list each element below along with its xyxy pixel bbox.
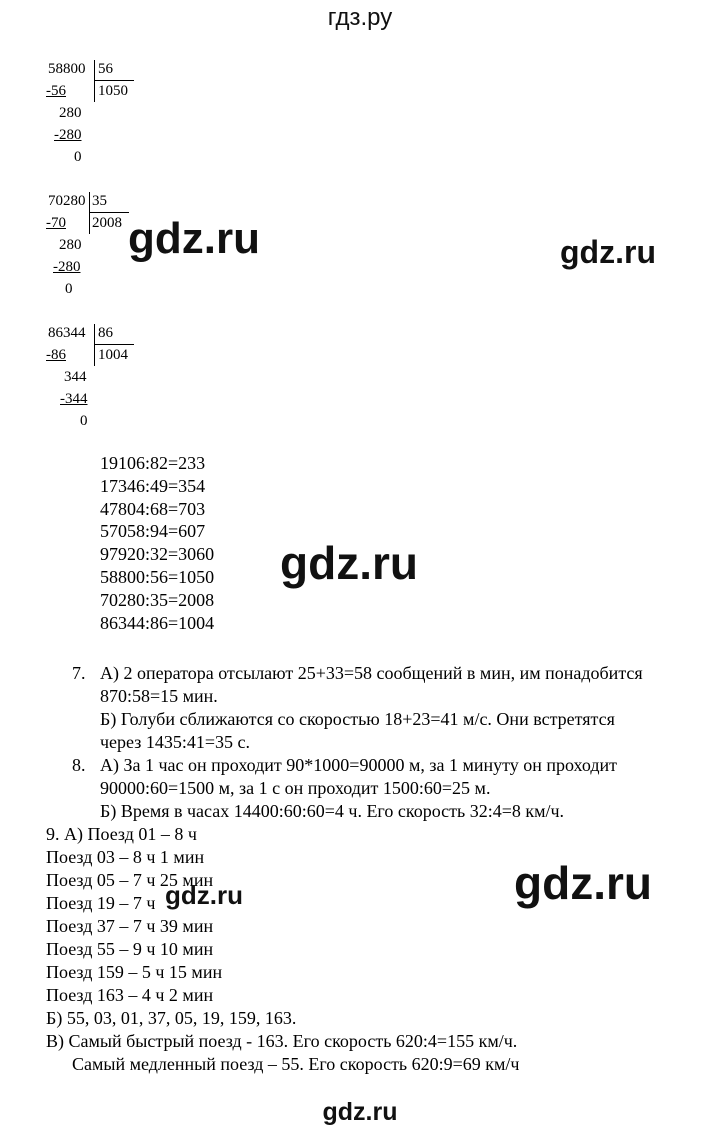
divisor: 56 [98, 61, 113, 77]
task-9-line: Поезд 03 – 8 ч 1 мин [46, 847, 205, 867]
dividend: 58800 [48, 61, 86, 77]
task-9-line: Поезд 37 – 7 ч 39 мин [46, 916, 214, 936]
task-9-line: 9. А) Поезд 01 – 8 ч [46, 824, 197, 844]
watermark: gdz.ru [280, 537, 418, 589]
task-9-line: Поезд 159 – 5 ч 15 мин [46, 962, 223, 982]
divisor: 86 [98, 325, 113, 341]
quotient: 2008 [92, 215, 122, 231]
subtrahend-2: -344 [60, 391, 88, 407]
subtrahend-1: -86 [46, 347, 66, 363]
task-7-a-line-1: А) 2 оператора отсылают 25+33=58 сообщений в мин, им понадобится [100, 663, 643, 683]
watermark: gdz.ru [514, 857, 652, 909]
watermark: gdz.ru [128, 214, 260, 263]
task-9-line: Поезд 163 – 4 ч 2 мин [46, 985, 214, 1005]
page-header: гдз.ру [327, 4, 393, 31]
dividend: 70280 [48, 193, 86, 209]
remainder-1: 280 [59, 237, 82, 253]
task-7-number: 7. [72, 663, 86, 683]
task-8-a-line-1: А) За 1 час он проходит 90*1000=90000 м, за 1 минуту он проходит [100, 755, 617, 775]
quotient-bar [89, 212, 129, 213]
division-bar [94, 60, 95, 102]
equation: 58800:56=1050 [100, 566, 215, 587]
quotient: 1050 [98, 83, 128, 99]
remainder-1: 344 [64, 369, 87, 385]
task-9-line: Поезд 19 – 7 ч [46, 893, 156, 913]
task-9-line: В) Самый быстрый поезд - 163. Его скорость 620:4=155 км/ч. [46, 1031, 518, 1051]
subtrahend-1: -70 [46, 215, 66, 231]
quotient-bar [94, 80, 134, 81]
equation: 17346:49=354 [100, 475, 206, 496]
remainder-2: 0 [80, 413, 88, 429]
quotient-bar [94, 344, 134, 345]
task-9-line: Поезд 05 – 7 ч 25 мин [46, 870, 214, 890]
remainder-1: 280 [59, 105, 82, 121]
equation: 86344:86=1004 [100, 612, 215, 633]
watermark: gdz.ru [560, 234, 656, 270]
divisor: 35 [92, 193, 107, 209]
task-7-b-line-2: через 1435:41=35 с. [100, 732, 251, 752]
division-bar [89, 192, 90, 234]
page-footer: gdz.ru [322, 1098, 398, 1126]
task-9-line: Б) 55, 03, 01, 37, 05, 19, 159, 163. [46, 1008, 297, 1028]
equation: 97920:32=3060 [100, 544, 215, 565]
task-7-a-line-2: 870:58=15 мин. [100, 686, 218, 706]
equation: 19106:82=233 [100, 453, 206, 473]
long-division-1 [48, 58, 148, 168]
subtrahend-2: -280 [54, 127, 82, 143]
remainder-2: 0 [65, 281, 73, 297]
division-bar [94, 324, 95, 366]
task-9-line: Самый медленный поезд – 55. Его скорость 620:9=69 км/ч [72, 1054, 520, 1074]
equation: 47804:68=703 [100, 498, 206, 519]
task-9-line: Поезд 55 – 9 ч 10 мин [46, 939, 214, 959]
task-7-b-line-1: Б) Голуби сближаются со скоростью 18+23=41 м/с. Они встретятся [100, 709, 615, 729]
quotient: 1004 [98, 347, 128, 363]
equation: 70280:35=2008 [100, 589, 215, 610]
task-8-a-line-2: 90000:60=1500 м, за 1 с он проходит 1500:60=25 м. [100, 778, 491, 798]
watermark: gdz.ru [165, 880, 243, 910]
task-8-number: 8. [72, 755, 86, 775]
long-division-3 [48, 322, 148, 432]
equations-list [100, 452, 214, 634]
subtrahend-2: -280 [53, 259, 81, 275]
equation: 57058:94=607 [100, 521, 206, 542]
subtrahend-1: -56 [46, 83, 66, 99]
dividend: 86344 [48, 325, 86, 341]
task-8-b-line-1: Б) Время в часах 14400:60:60=4 ч. Его скорость 32:4=8 км/ч. [100, 801, 565, 821]
remainder-2: 0 [74, 149, 82, 165]
